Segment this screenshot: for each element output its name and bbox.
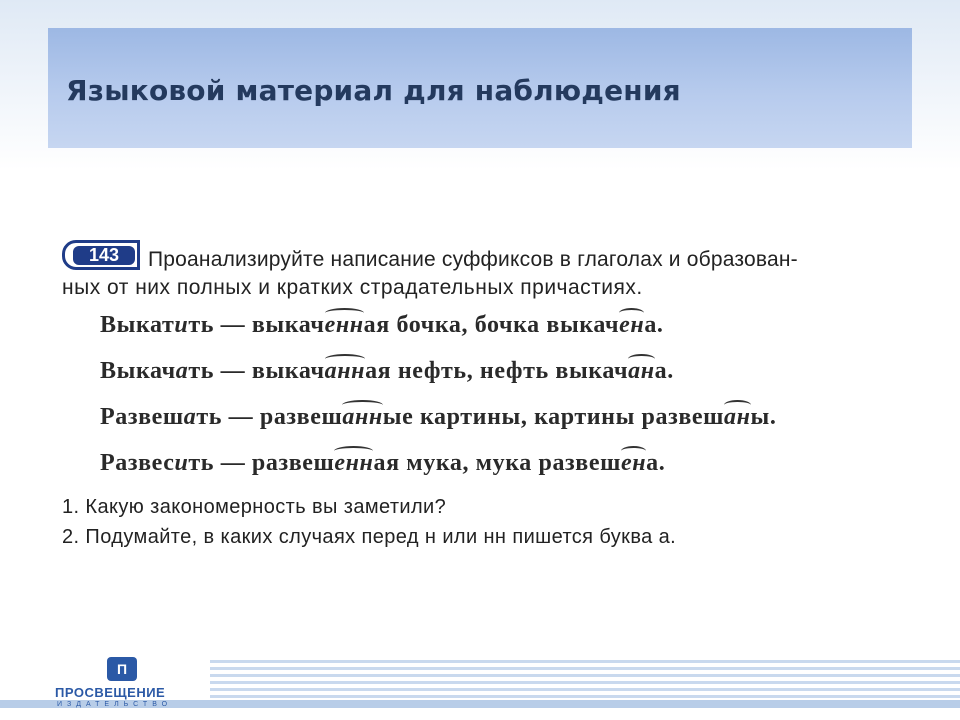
logo-name: ПРОСВЕЩЕНИЕ (55, 685, 166, 700)
suffix-arc: анн (342, 404, 383, 430)
suffix-arc: енн (334, 450, 374, 476)
exercise-number: 143 (73, 246, 135, 265)
publisher-logo (55, 655, 195, 717)
exercise-intro-line-2: ных от них полных и кратких страдательных причастиях. (62, 276, 643, 299)
exercise-intro-line-1: Проанализируйте написание суффиксов в глаголах и образован- (148, 248, 798, 271)
example-line: Выкачать — выкачанная нефть, нефть выкачана. (100, 358, 674, 384)
suffix-arc: ен (620, 450, 647, 476)
question-2: 2. Подумайте, в каких случаях перед н или нн пишется буква а. (62, 526, 677, 548)
example-line: Выкатить — выкаченная бочка, бочка выкачена. (100, 312, 664, 338)
question-1: 1. Какую закономерность вы заметили? (62, 496, 447, 518)
suffix-arc: ан (724, 404, 751, 430)
page-title: Языковой материал для наблюдения (66, 74, 681, 107)
example-line: Развесить — развешенная мука, мука развешена. (100, 450, 666, 476)
suffix-arc: енн (324, 312, 364, 338)
suffix-arc: ен (619, 312, 645, 338)
examples-block (100, 312, 777, 496)
footer-stripes (210, 660, 960, 700)
suffix-arc: ан (628, 358, 655, 384)
example-line: Развешать — развешанные картины, картины развешаны. (100, 404, 777, 430)
suffix-arc: анн (324, 358, 366, 384)
questions-block (62, 496, 676, 556)
title-bar (48, 28, 912, 148)
logo-icon: П (107, 657, 137, 681)
logo-subtitle: ИЗДАТЕЛЬСТВО (57, 701, 173, 708)
exercise-number-badge (62, 240, 140, 270)
